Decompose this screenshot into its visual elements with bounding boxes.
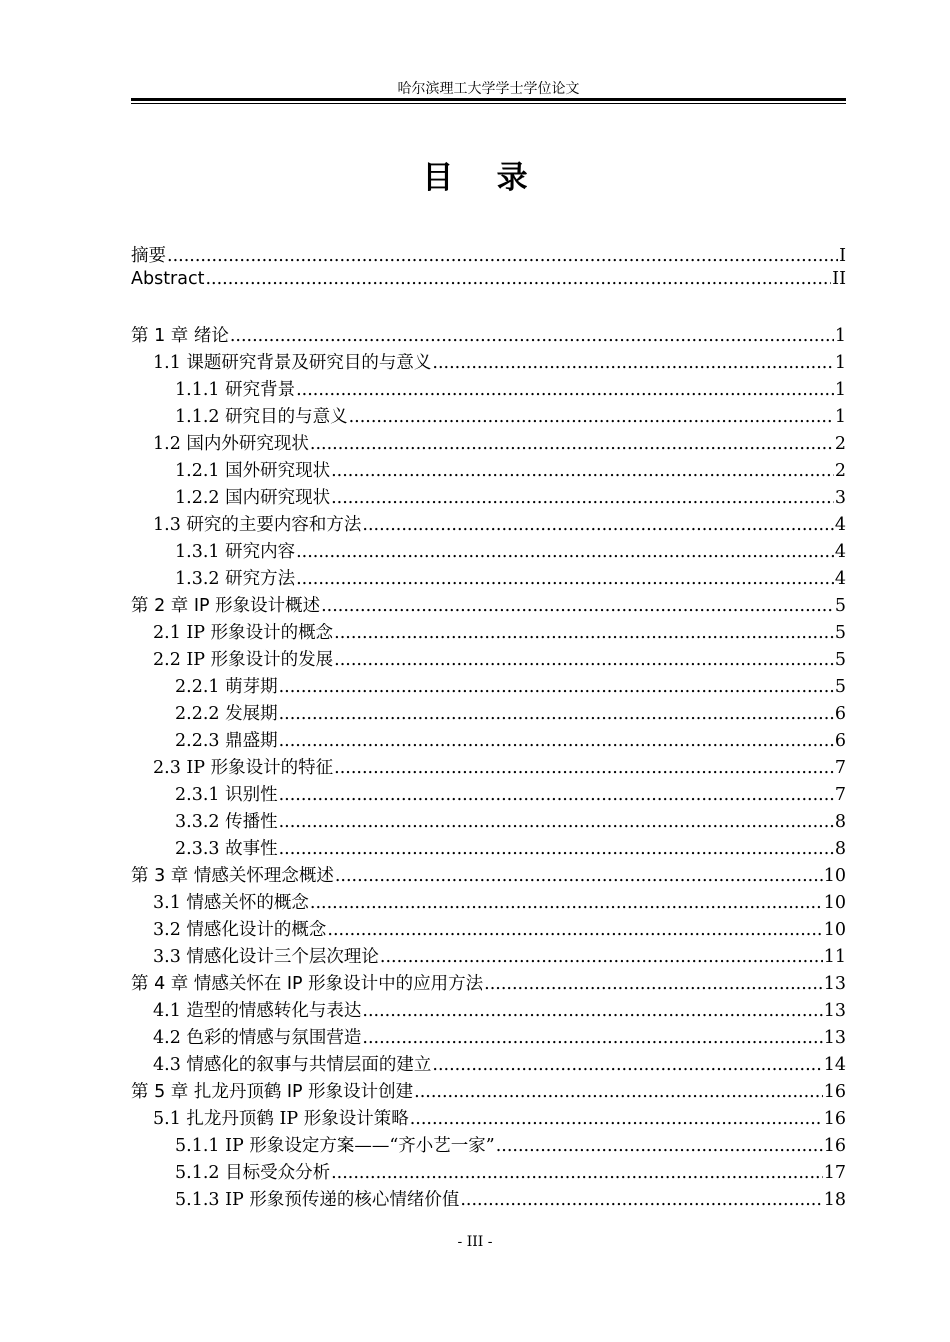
toc-leader-dots	[230, 326, 834, 346]
toc-entry-page: 10	[823, 920, 846, 940]
toc-leader-dots	[460, 1190, 822, 1210]
toc-entry[interactable]	[131, 1105, 846, 1132]
toc-entry[interactable]	[131, 565, 846, 592]
toc-entry[interactable]	[131, 862, 846, 889]
toc-entry-page: 6	[834, 704, 846, 724]
toc-entry-label: 1.1.2 研究目的与意义	[175, 407, 348, 427]
toc-leader-dots	[310, 893, 823, 913]
toc-entry-page: 16	[823, 1109, 846, 1129]
toc-leader-dots	[331, 461, 834, 481]
toc-entry-label: 2.3.3 故事性	[175, 839, 278, 859]
toc-entry[interactable]	[131, 754, 846, 781]
toc-entry-label: 2.2.3 鼎盛期	[175, 731, 278, 751]
toc-entry-page: 17	[823, 1163, 846, 1183]
toc-entry-label: Abstract	[131, 269, 205, 289]
toc-entry-page: 13	[823, 1028, 846, 1048]
toc-entry-label: 2.2 IP 形象设计的发展	[153, 650, 334, 670]
toc-leader-dots	[279, 812, 834, 832]
toc-leader-dots	[331, 488, 834, 508]
toc-entry-label: 摘要	[131, 246, 166, 266]
table-of-contents	[131, 242, 846, 1213]
toc-leader-dots	[362, 515, 833, 535]
toc-leader-dots	[279, 704, 834, 724]
toc-leader-dots	[335, 866, 823, 886]
toc-leader-dots	[296, 380, 834, 400]
toc-entry-label: 第 3 章 情感关怀理念概述	[131, 866, 334, 886]
toc-entry[interactable]	[131, 1132, 846, 1159]
toc-leader-dots	[432, 353, 833, 373]
toc-entry[interactable]	[131, 269, 846, 296]
toc-entry-page: 5	[834, 596, 846, 616]
toc-entry[interactable]	[131, 808, 846, 835]
toc-entry-page: 4	[834, 569, 846, 589]
toc-entry-page: II	[832, 269, 846, 289]
toc-leader-dots	[349, 407, 834, 427]
toc-entry-page: 2	[834, 434, 846, 454]
toc-entry-label: 1.2 国内外研究现状	[153, 434, 309, 454]
toc-entry-label: 2.1 IP 形象设计的概念	[153, 623, 334, 643]
toc-entry-page: 13	[823, 974, 846, 994]
toc-entry-page: 5	[834, 650, 846, 670]
toc-entry-label: 1.1 课题研究背景及研究目的与意义	[153, 353, 432, 373]
toc-entry-page: 5	[834, 677, 846, 697]
header-rule-thick	[131, 98, 846, 101]
toc-leader-dots	[205, 269, 831, 289]
toc-leader-dots	[484, 974, 823, 994]
toc-entry-page: 5	[834, 623, 846, 643]
toc-entry[interactable]	[131, 376, 846, 403]
toc-entry[interactable]	[131, 619, 846, 646]
toc-entry-page: 7	[834, 758, 846, 778]
toc-entry-label: 3.2 情感化设计的概念	[153, 920, 327, 940]
toc-entry[interactable]	[131, 1159, 846, 1186]
toc-entry-label: 3.3 情感化设计三个层次理论	[153, 947, 379, 967]
toc-entry[interactable]	[131, 430, 846, 457]
toc-leader-dots	[279, 731, 834, 751]
toc-entry-page: 3	[834, 488, 846, 508]
toc-entry-label: 2.3 IP 形象设计的特征	[153, 758, 334, 778]
toc-entry-page: 10	[823, 866, 846, 886]
toc-leader-dots	[279, 785, 834, 805]
toc-entry[interactable]	[131, 727, 846, 754]
toc-entry-label: 1.2.1 国外研究现状	[175, 461, 331, 481]
toc-entry[interactable]	[131, 592, 846, 619]
toc-entry[interactable]	[131, 943, 846, 970]
toc-entry-label: 第 5 章 扎龙丹顶鹤 IP 形象设计创建	[131, 1082, 414, 1102]
page-number: - III -	[457, 1234, 493, 1250]
toc-leader-dots	[327, 920, 822, 940]
toc-leader-dots	[362, 1001, 822, 1021]
toc-entry[interactable]	[131, 997, 846, 1024]
toc-entry-label: 1.3.1 研究内容	[175, 542, 296, 562]
toc-entry[interactable]	[131, 457, 846, 484]
toc-entry-page: I	[839, 246, 846, 266]
toc-leader-dots	[321, 596, 834, 616]
toc-leader-dots	[279, 677, 834, 697]
toc-entry-page: 16	[823, 1136, 846, 1156]
toc-entry-page: 18	[823, 1190, 846, 1210]
toc-entry-label: 1.3 研究的主要内容和方法	[153, 515, 362, 535]
toc-entry[interactable]	[131, 889, 846, 916]
toc-entry-label: 第 2 章 IP 形象设计概述	[131, 596, 321, 616]
toc-entry[interactable]	[131, 646, 846, 673]
toc-leader-dots	[380, 947, 823, 967]
toc-entry-label: 3.3.2 传播性	[175, 812, 278, 832]
toc-entry[interactable]	[131, 484, 846, 511]
toc-entry[interactable]	[131, 835, 846, 862]
running-header: 哈尔滨理工大学学士学位论文	[397, 81, 580, 97]
toc-entry-label: 4.2 色彩的情感与氛围营造	[153, 1028, 362, 1048]
toc-entry-label: 5.1.1 IP 形象设定方案——“齐小艺一家”	[175, 1136, 495, 1156]
toc-entry-page: 6	[834, 731, 846, 751]
toc-entry-label: 第 4 章 情感关怀在 IP 形象设计中的应用方法	[131, 974, 484, 994]
toc-leader-dots	[410, 1109, 823, 1129]
toc-entry-page: 1	[834, 407, 846, 427]
toc-entry[interactable]	[131, 781, 846, 808]
toc-leader-dots	[296, 569, 834, 589]
toc-entry-label: 2.3.1 识别性	[175, 785, 278, 805]
toc-entry-label: 3.1 情感关怀的概念	[153, 893, 309, 913]
toc-entry-label: 5.1 扎龙丹顶鹤 IP 形象设计策略	[153, 1109, 409, 1129]
header-rule-thin	[131, 103, 846, 104]
toc-entry-page: 1	[834, 353, 846, 373]
toc-entry[interactable]	[131, 403, 846, 430]
toc-entry-page: 1	[834, 326, 846, 346]
toc-entry[interactable]	[131, 1078, 846, 1105]
toc-leader-dots	[310, 434, 834, 454]
page-title: 目 录	[422, 160, 528, 196]
toc-leader-dots	[167, 246, 838, 266]
toc-leader-dots	[334, 758, 834, 778]
toc-entry[interactable]	[131, 916, 846, 943]
toc-leader-dots	[414, 1082, 823, 1102]
toc-leader-dots	[334, 650, 834, 670]
toc-entry[interactable]	[131, 242, 846, 269]
toc-entry[interactable]	[131, 970, 846, 997]
toc-entry-page: 4	[834, 542, 846, 562]
toc-entry[interactable]	[131, 1024, 846, 1051]
toc-entry-label: 2.2.2 发展期	[175, 704, 278, 724]
toc-entry-page: 1	[834, 380, 846, 400]
toc-leader-dots	[279, 839, 834, 859]
toc-entry-page: 13	[823, 1001, 846, 1021]
toc-entry-label: 4.3 情感化的叙事与共情层面的建立	[153, 1055, 432, 1075]
toc-leader-dots	[331, 1163, 823, 1183]
toc-leader-dots	[432, 1055, 822, 1075]
toc-leader-dots	[496, 1136, 823, 1156]
toc-entry-label: 第 1 章 绪论	[131, 326, 229, 346]
toc-entry-label: 5.1.3 IP 形象预传递的核心情绪价值	[175, 1190, 460, 1210]
toc-leader-dots	[296, 542, 834, 562]
toc-entry[interactable]	[131, 511, 846, 538]
toc-entry-label: 4.1 造型的情感转化与表达	[153, 1001, 362, 1021]
toc-entry[interactable]	[131, 1051, 846, 1078]
toc-leader-dots	[334, 623, 834, 643]
toc-entry-label: 2.2.1 萌芽期	[175, 677, 278, 697]
toc-entry-page: 10	[823, 893, 846, 913]
toc-entry-label: 1.2.2 国内研究现状	[175, 488, 331, 508]
toc-entry-page: 16	[823, 1082, 846, 1102]
toc-entry[interactable]	[131, 538, 846, 565]
toc-entry-page: 7	[834, 785, 846, 805]
toc-entry[interactable]	[131, 322, 846, 349]
toc-entry-page: 2	[834, 461, 846, 481]
toc-entry[interactable]	[131, 1186, 846, 1213]
toc-entry[interactable]	[131, 673, 846, 700]
toc-entry-page: 4	[834, 515, 846, 535]
toc-entry-label: 1.1.1 研究背景	[175, 380, 296, 400]
toc-entry-page: 14	[823, 1055, 846, 1075]
toc-entry[interactable]	[131, 700, 846, 727]
toc-entry-page: 8	[834, 839, 846, 859]
toc-entry-label: 1.3.2 研究方法	[175, 569, 296, 589]
toc-entry-label: 5.1.2 目标受众分析	[175, 1163, 331, 1183]
toc-leader-dots	[362, 1028, 822, 1048]
toc-entry-page: 11	[823, 947, 846, 967]
toc-entry-page: 8	[834, 812, 846, 832]
toc-entry[interactable]	[131, 349, 846, 376]
